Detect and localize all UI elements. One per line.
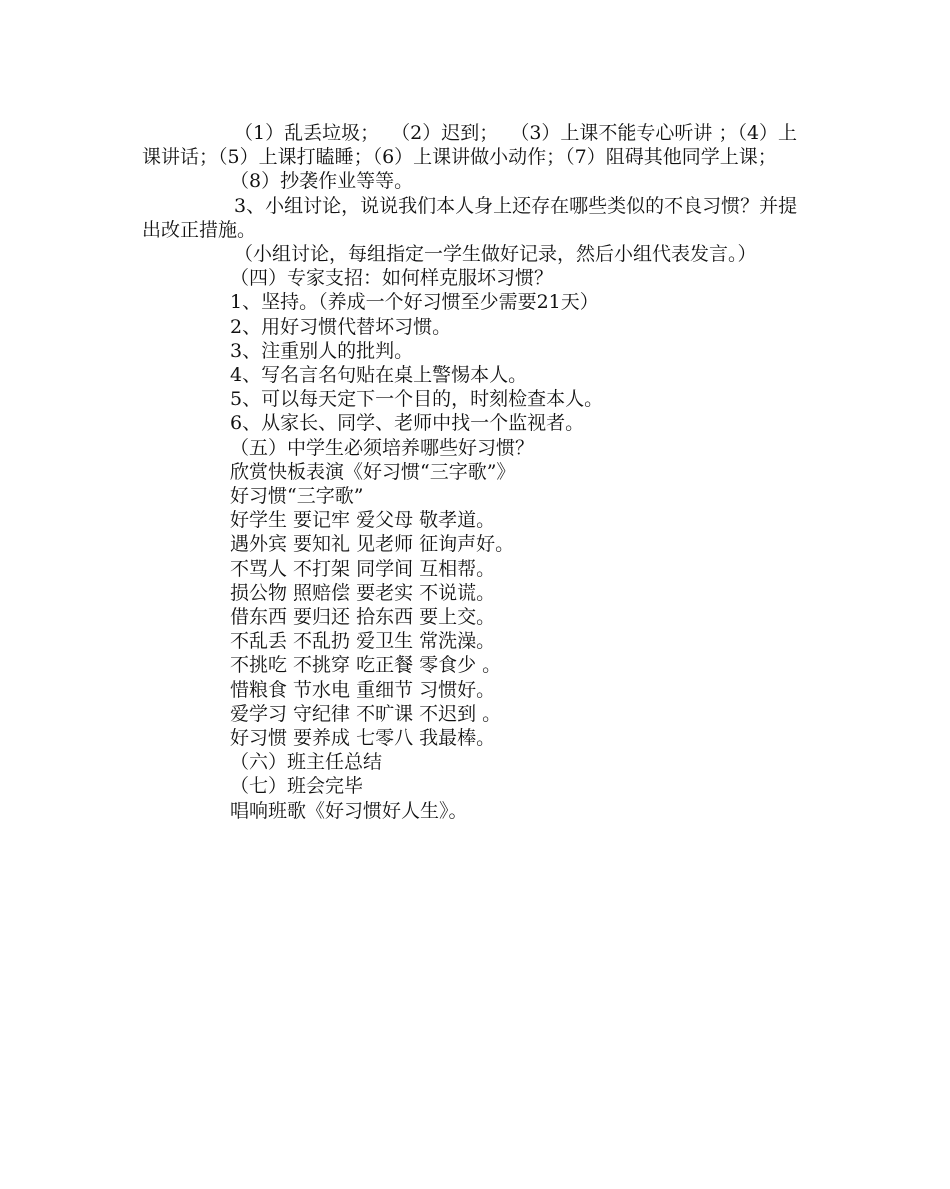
song-title: 好习惯“三字歌” [230, 485, 364, 508]
tip-line: 4、写名言名句贴在桌上警惕本人。 [230, 364, 528, 387]
section-heading-closing: （七）班会完毕 [230, 775, 364, 798]
tip-line: 2、用好习惯代替坏习惯。 [230, 315, 452, 338]
song-verse: 遇外宾 要知礼 见老师 征询声好。 [230, 533, 515, 556]
tip-line: 3、注重别人的批判。 [230, 339, 414, 362]
section-heading-expert-tips: （四）专家支招：如何样克服坏习惯？ [230, 267, 554, 290]
performance-line: 欣赏快板表演《好习惯“三字歌”》 [230, 460, 516, 483]
song-verse: 借东西 要归还 拾东西 要上交。 [230, 606, 496, 629]
bad-habits-list-continued: （8）抄袭作业等等。 [230, 170, 414, 193]
song-verse: 不乱丢 不乱扔 爱卫生 常洗澡。 [230, 630, 496, 653]
song-verse: 爱学习 守纪律 不旷课 不迟到 。 [230, 702, 502, 725]
song-verse: 不骂人 不打架 同学间 互相帮。 [230, 557, 496, 580]
tip-line: 5、可以每天定下一个目的，时刻检查本人。 [230, 388, 604, 411]
tip-line: 6、从家长、同学、老师中找一个监视者。 [230, 412, 585, 435]
group-discussion-note: （小组讨论，每组指定一学生做好记录，然后小组代表发言。） [234, 243, 757, 266]
song-verse: 不挑吃 不挑穿 吃正餐 零食少 。 [230, 654, 502, 677]
closing-line: 唱响班歌《好习惯好人生》。 [230, 799, 468, 822]
song-verse: 好习惯 要养成 七零八 我最棒。 [230, 727, 496, 750]
song-verse: 惜粮食 节水电 重细节 习惯好。 [230, 678, 496, 701]
bad-habits-list: （1）乱丢垃圾； （2）迟到； （3）上课不能专心听讲 ；（4）上课讲话；（5）上课打瞌睡；（6）上课讲做小动作；（7）阻碍其他同学上课； [142, 122, 798, 169]
group-discussion-prompt: 3、小组讨论，说说我们本人身上还存在哪些类似的不良习惯？并提出改正措施。 [142, 194, 798, 241]
section-heading-summary: （六）班主任总结 [230, 751, 383, 774]
song-verse: 好学生 要记牢 爱父母 敬孝道。 [230, 509, 496, 532]
song-verse: 损公物 照赔偿 要老实 不说谎。 [230, 581, 496, 604]
tip-line: 1、坚持。（养成一个好习惯至少需要21天） [230, 291, 599, 314]
document-body [142, 121, 812, 823]
section-heading-good-habits: （五）中学生必须培养哪些好习惯？ [230, 436, 535, 459]
